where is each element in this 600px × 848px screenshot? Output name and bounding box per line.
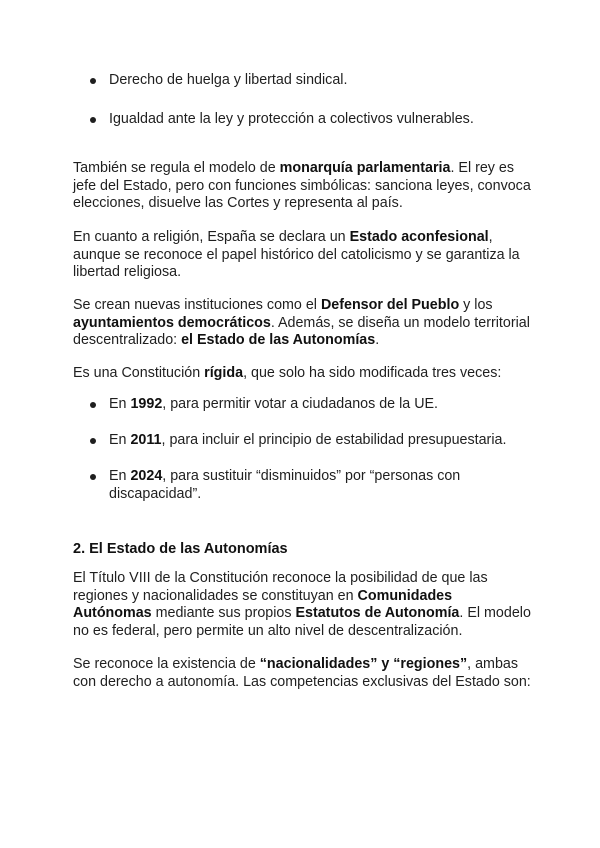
paragraph-rigida (73, 365, 531, 383)
bold-term: Estatutos de Autonomía (295, 605, 460, 621)
text-run: El Título VIII de la Constitución reconoce la posibilidad de que las regiones y nacionalidades se constituyan en (73, 570, 488, 604)
text-run: También se regula el modelo de (73, 160, 280, 176)
list-item (90, 111, 520, 129)
paragraph-nacionalidades (73, 656, 531, 691)
bold-term: Estado aconfesional (349, 229, 489, 245)
bullet-dot-icon (90, 78, 96, 84)
paragraph-instituciones (73, 297, 531, 350)
bold-term: Comunidades Autónomas (73, 587, 453, 621)
text-run: y los (459, 297, 493, 313)
bullet-dot-icon (90, 438, 96, 444)
text-run: En (109, 396, 131, 412)
text-run: , para sustituir “disminuidos” por “personas con discapacidad”. (109, 468, 461, 502)
text-run: Se crean nuevas instituciones como el (73, 297, 321, 313)
bold-term: “nacionalidades” y “regiones” (259, 656, 468, 672)
list-item-reform (90, 432, 520, 450)
paragraph-monarquia (73, 160, 531, 213)
text-run: , para incluir el principio de estabilidad presupuestaria. (161, 432, 507, 448)
text-run: , ambas con derecho a autonomía. Las competencias exclusivas del Estado son: (73, 656, 531, 690)
text-run: , aunque se reconoce el papel histórico del catolicismo y se garantiza la libertad religiosa. (73, 229, 520, 280)
reform-year: 2024 (130, 468, 163, 484)
list-item (90, 72, 520, 90)
bold-term: monarquía parlamentaria (279, 160, 451, 176)
list-item-reform (90, 468, 520, 503)
text-run: En cuanto a religión, España se declara un (73, 229, 350, 245)
text-run: Se reconoce la existencia de (73, 656, 260, 672)
text-run: . El rey es jefe del Estado, pero con funciones simbólicas: sanciona leyes, convoca elecciones, disuelve las Cortes y representa al país. (73, 160, 531, 211)
text-run: mediante sus propios (151, 605, 296, 621)
text-run: En (109, 468, 131, 484)
bold-term: ayuntamientos democráticos (73, 314, 271, 331)
list-item-text: Igualdad ante la ley y protección a colectivos vulnerables. (109, 111, 474, 127)
text-run: , que solo ha sido modificada tres veces: (243, 365, 502, 381)
bold-term: Defensor del Pueblo (320, 297, 460, 313)
section-heading: 2. El Estado de las Autonomías (73, 541, 288, 557)
paragraph-titulo-viii (73, 570, 531, 640)
list-item-text (109, 468, 520, 503)
bullet-dot-icon (90, 117, 96, 123)
reform-year: 1992 (130, 396, 163, 412)
bold-term: el Estado de las Autonomías (181, 332, 376, 348)
reform-year: 2011 (130, 432, 162, 448)
bullet-dot-icon (90, 474, 96, 480)
bullet-dot-icon (90, 402, 96, 408)
bold-term: rígida (204, 365, 244, 381)
list-item-text (109, 432, 520, 450)
text-run: . Además, se diseña un modelo territorial descentralizado: (73, 314, 530, 348)
text-run: En (109, 432, 131, 448)
list-item-text (109, 396, 520, 414)
text-run: . (375, 332, 380, 348)
text-run: . El modelo no es federal, pero permite un alto nivel de descentralización. (73, 605, 531, 639)
paragraph-religion (73, 229, 531, 282)
list-item-reform (90, 396, 520, 414)
text-run: Es una Constitución (73, 365, 205, 381)
list-item-text: Derecho de huelga y libertad sindical. (109, 72, 348, 88)
text-run: , para permitir votar a ciudadanos de la UE. (162, 396, 439, 412)
